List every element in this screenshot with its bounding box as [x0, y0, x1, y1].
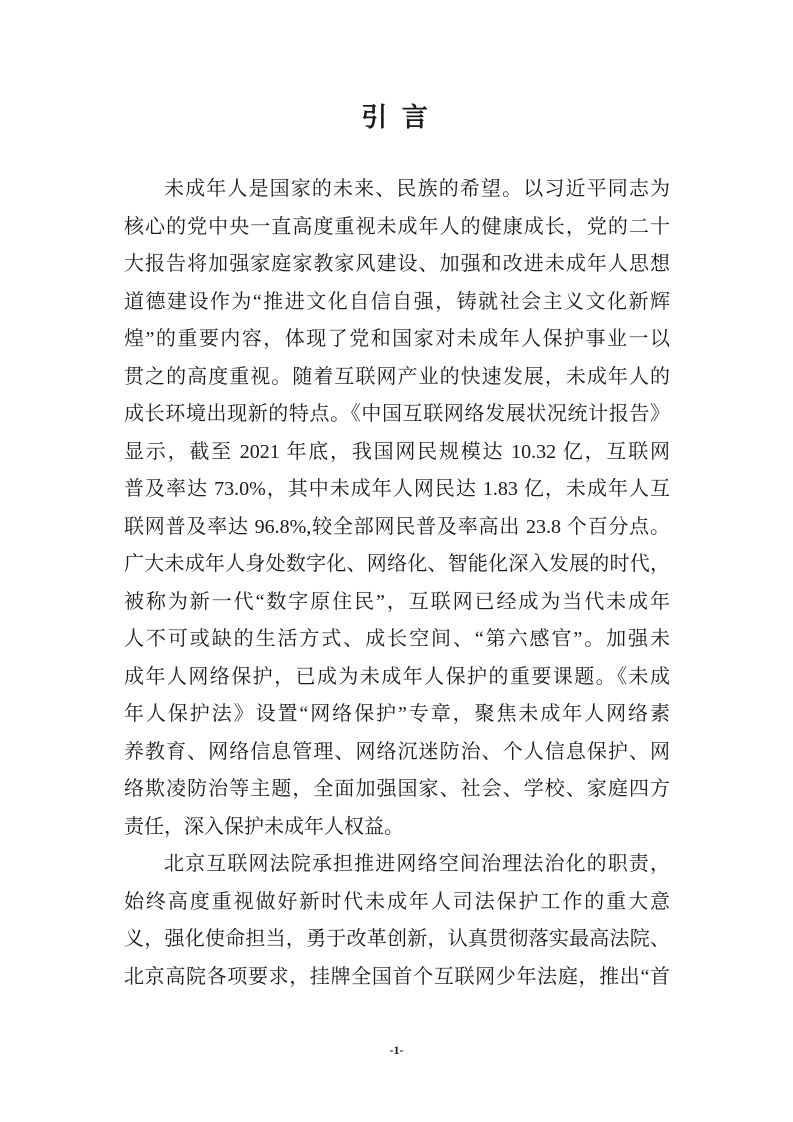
text-line: 成长环境出现新的特点。《中国互联网络发展状况统计报告》	[124, 403, 670, 425]
text-line: 显示，截至 2021 年底，我国网民规模达 10.32 亿，互联网	[124, 440, 670, 463]
text-line: 北京高院各项要求，挂牌全国首个互联网少年法庭，推出“首	[124, 965, 670, 988]
paragraph-intro	[124, 171, 670, 846]
text-line: 成年人网络保护，已成为未成年人保护的重要课题。《未成	[124, 665, 670, 688]
text-line: 道德建设作为“推进文化自信自强，铸就社会主义文化新辉	[124, 290, 670, 313]
paragraph-court	[124, 846, 670, 996]
text-line: 广大未成年人身处数字化、网络化、智能化深入发展的时代，	[124, 553, 670, 575]
text-line: 义，强化使命担当，勇于改革创新，认真贯彻落实最高法院、	[124, 928, 670, 950]
text-line: 联网普及率达 96.8%,较全部网民普及率高出 23.8 个百分点。	[124, 515, 670, 538]
text-line: 被称为新一代“数字原住民”，互联网已经成为当代未成年	[124, 590, 670, 613]
text-line: 人不可或缺的生活方式、成长空间、“第六感官”。加强未	[124, 628, 670, 650]
text-line: 煌”的重要内容，体现了党和国家对未成年人保护事业一以	[124, 328, 670, 350]
text-line: 普及率达 73.0%，其中未成年人网民达 1.83 亿，未成年人互	[124, 478, 670, 500]
text-line: 始终高度重视做好新时代未成年人司法保护工作的重大意	[124, 890, 670, 913]
page-number: -1-	[389, 1043, 404, 1057]
text-line: 络欺凌防治等主题，全面加强国家、社会、学校、家庭四方	[124, 778, 670, 800]
text-line: 年人保护法》设置“网络保护”专章，聚焦未成年人网络素	[124, 703, 670, 725]
text-line: 核心的党中央一直高度重视未成年人的健康成长，党的二十	[124, 215, 670, 238]
text-line: 贯之的高度重视。随着互联网产业的快速发展，未成年人的	[124, 365, 670, 388]
text-line: 养教育、网络信息管理、网络沉迷防治、个人信息保护、网	[124, 740, 670, 763]
text-line: 责任，深入保护未成年人权益。	[124, 815, 404, 838]
text-line: 大报告将加强家庭家教家风建设、加强和改进未成年人思想	[124, 253, 670, 275]
text-line: 北京互联网法院承担推进网络空间治理法治化的职责，	[164, 853, 670, 875]
text-line: 未成年人是国家的未来、民族的希望。以习近平同志为	[164, 178, 670, 200]
page-title: 引 言	[361, 103, 432, 132]
body-text	[124, 171, 670, 996]
